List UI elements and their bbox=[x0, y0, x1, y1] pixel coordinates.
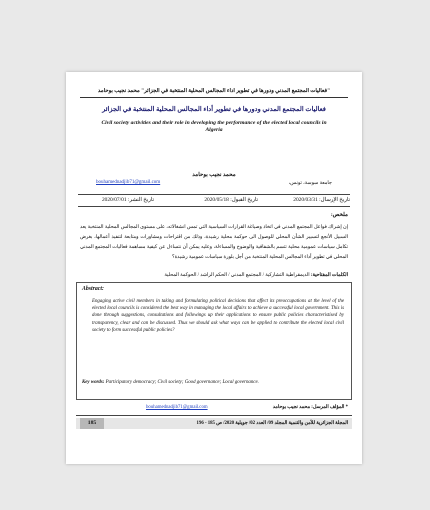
footer-divider bbox=[76, 415, 352, 416]
keywords-english-label: Key words: bbox=[82, 380, 105, 385]
date-received: تاريخ الإرسال: 2020/03/31 bbox=[293, 197, 350, 203]
date-accepted: تاريخ القبول: 2020/05/18 bbox=[204, 197, 258, 203]
keywords-arabic bbox=[80, 272, 348, 278]
author-name: محمد نجيب بوحامد bbox=[192, 172, 236, 178]
dates-divider-bottom bbox=[78, 206, 350, 207]
keywords-english-list: Participatory democracy; Civil society; Good governance; Local governance. bbox=[105, 380, 259, 385]
affiliation: جامعة سوسة، تونس، bbox=[288, 181, 332, 186]
keywords-arabic-label: الكلمات المفتاحية: bbox=[310, 273, 348, 278]
abstract-english: Engaging active civil members in taking and formulating political decisions that affect its preoccupations at the level of the elected local councils is considered the best way in managing the local affairs to achieve a successful local government. This is done through suggestions, consultations and followings up their applications to ensure public policies characteristised by transparency, clear and can be discussed. Thus we should ask what ways can be applied to contribute the elected local civil society to form successful public policies? bbox=[92, 299, 344, 333]
document-page bbox=[66, 72, 362, 464]
title-arabic: فعاليات المجتمع المدني ودورها في تطوير أداء المجالس المحلية المنتخبة في الجزائر bbox=[102, 106, 326, 113]
date-published: تاريخ النشر: 2020/07/01 bbox=[101, 197, 154, 203]
dates-divider-top bbox=[78, 194, 350, 195]
footnote-email-link[interactable]: bouhamednadjib71@gmail.com bbox=[146, 405, 208, 410]
keywords-arabic-list: الديمقراطية التشاركية / المجتمع المدني / الحكم الراشد / الحوكمة المحلية bbox=[164, 273, 310, 278]
footnote-author: * المؤلف المرسل: محمد نجيب بوحامد bbox=[272, 405, 348, 410]
header-divider bbox=[80, 97, 348, 98]
abstract-arabic: إن إشراك فواعل المجتمع المدني في اتخاذ وصياغة القرارات السياسية التي تمس انشغالاته، على مستوى المجالس المحلية المنتخبة يعد السبيل الأنجع لتسيير الشأن المحلي للوصول الى حوكمة محلية رشيدة، وذلك من اقتراحات ومشاورات ومتابعة لتنفيذ أعمالها، بغرض تكامل سياسات عمومية محلية تتسم بالشفافية والوضوح والمساءلة، وعليه يمكن أن نتساءل عن كيفية مساهمة فعاليات المجتمع المدني المحلي في تطوير أداء المجالس المحلية المنتخبة من أجل بلورة سياسات عمومية رشيدة؟ bbox=[80, 225, 348, 260]
running-header: "فعاليات المجتمع المدني ودورها في تطوير أداء المجالس المحلية المنتخبة في الجزائر" محمد نجيب بوحامد bbox=[97, 88, 331, 94]
author-email-link[interactable]: bouhamednadjib71@gmail.com bbox=[96, 180, 161, 185]
keywords-english bbox=[82, 379, 348, 386]
title-english: Civil society activities and their role in developing the performance of the elected local councils in Algeria bbox=[101, 120, 327, 134]
page-number: 185 bbox=[80, 418, 104, 429]
abstract-arabic-heading: ملخص: bbox=[330, 212, 348, 218]
journal-citation: المجلة الجزائرية للأمن والتنمية المجلد 09/ العدد 02/ جويلية 2020/ ص 185 - 196 bbox=[196, 421, 348, 426]
abstract-english-heading: Abstract: bbox=[82, 286, 104, 292]
